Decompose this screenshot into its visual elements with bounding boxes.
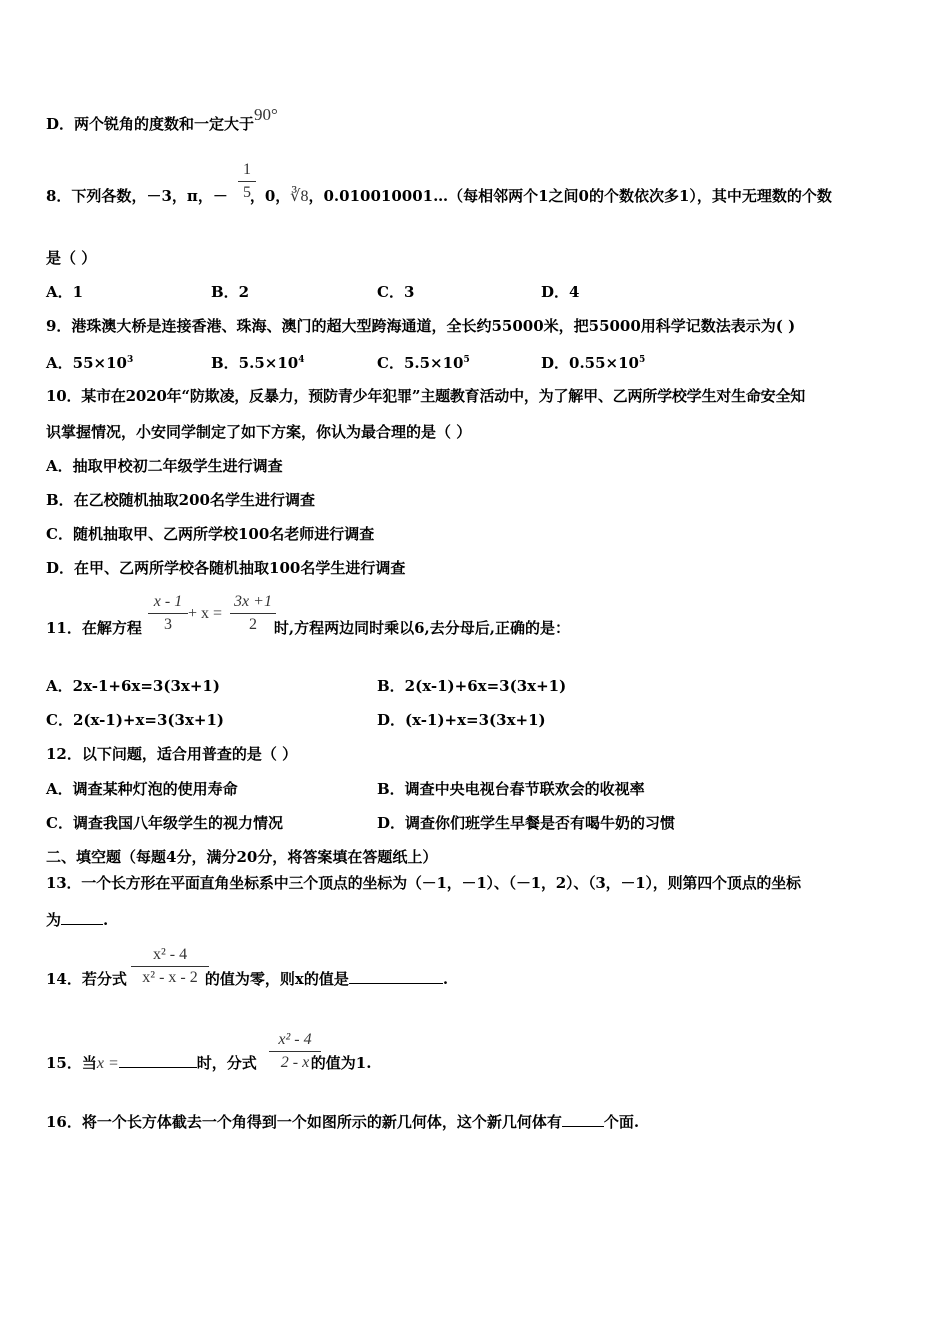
q11-prefix: 11．在解方程 [46, 619, 142, 637]
q15-bar [269, 1051, 321, 1052]
q12-stem: 12．以下问题，适合用普查的是（ ） [46, 745, 298, 763]
q10-option-b: B．在乙校随机抽取200名学生进行调查 [46, 491, 315, 509]
q11-f2-den: 2 [249, 616, 257, 633]
q11-fraction-2 [230, 592, 276, 635]
q11-f1-num: x - 1 [153, 593, 183, 610]
q9-option-d [541, 350, 645, 373]
q12-option-a: A．调查某种灯泡的使用寿命 [46, 780, 238, 798]
q8-frac-den: 5 [243, 184, 251, 201]
q9-a-exp: 3 [126, 355, 134, 365]
q13-suffix: . [103, 911, 109, 929]
q14-answer-blank [349, 969, 443, 984]
q14-suffix: 的值为零，则x的值是 [204, 970, 349, 988]
q11-option-d: D．(x-1)+x=3(3x+1) [377, 711, 546, 729]
q9-b-base: B．5.5×10 [211, 354, 299, 372]
q8-fraction [238, 160, 256, 203]
q9-a-base: A．55×10 [46, 354, 127, 372]
q11-f1-den: 3 [164, 616, 172, 633]
q15-den: 2 - x [280, 1054, 310, 1071]
q15-var: x = [96, 1055, 119, 1072]
q15-suffix: 的值为1. [310, 1054, 372, 1072]
q15-line [46, 1053, 371, 1074]
q12-option-d: D．调查你们班学生早餐是否有喝牛奶的习惯 [377, 814, 676, 832]
q11-option-b: B．2(x-1)+6x=3(3x+1) [377, 677, 567, 695]
q14-num: x² - 4 [152, 946, 188, 963]
q13-answer-blank [61, 910, 103, 925]
q11-option-c: C．2(x-1)+x=3(3x+1) [46, 711, 225, 729]
q10-line2: 识掌握情况，小安同学制定了如下方案，你认为最合理的是（ ） [46, 423, 472, 441]
q11-f1-bar [148, 613, 188, 614]
q15-mid: 时，分式 [196, 1054, 257, 1072]
q12-option-c: C．调查我国八年级学生的视力情况 [46, 814, 283, 832]
q15-answer-blank [119, 1053, 197, 1068]
q9-b-exp: 4 [298, 355, 305, 365]
q13-prefix: 为 [46, 911, 62, 929]
q9-option-a [46, 350, 133, 373]
q7-option-d [46, 105, 278, 134]
q9-d-exp: 5 [638, 355, 646, 365]
q10-line1: 10．某市在2020年“防欺凌，反暴力，预防青少年犯罪”主题教育活动中，为了解甲、乙两所学校学生对生命安全知 [46, 387, 806, 405]
q16-prefix: 16．将一个长方体截去一个角得到一个如图所示的新几何体，这个新几何体有 [46, 1113, 562, 1131]
q9-c-base: C．5.5×10 [377, 354, 464, 372]
q13-line2 [46, 910, 108, 930]
q11-suffix: 时,方程两边同时乘以6,去分母后,正确的是： [273, 619, 570, 637]
q9-c-exp: 5 [463, 355, 470, 365]
q15-fraction [269, 1030, 321, 1073]
q8-prefix: 8．下列各数，－3，π，－ [46, 187, 228, 205]
q9-option-c [377, 350, 470, 373]
q8-suffix: ，0.010010001…（每相邻两个1之间0的个数依次多1），其中无理数的个数 [308, 187, 832, 205]
q8-option-c: C．3 [377, 283, 415, 301]
q8-option-a: A．1 [46, 283, 84, 301]
q8-option-d: D．4 [541, 283, 580, 301]
q9-d-base: D．0.55×10 [541, 354, 639, 372]
q9-option-b [211, 350, 304, 373]
q14-fraction [131, 945, 209, 988]
q16-line [46, 1112, 639, 1132]
q11-option-a: A．2x-1+6x=3(3x+1) [46, 677, 220, 695]
q15-num: x² - 4 [278, 1031, 312, 1048]
q8-frac-num: 1 [243, 161, 251, 178]
q14-bar [131, 966, 209, 967]
q16-answer-blank [562, 1112, 604, 1127]
q14-prefix: 14．若分式 [46, 970, 127, 988]
q8-line2: 是（ ） [46, 249, 97, 267]
q11-f2-num: 3x +1 [234, 593, 272, 610]
q8-root: ∛8 [290, 188, 309, 205]
q7d-text: D．两个锐角的度数和一定大于 [46, 115, 255, 133]
q8-option-b: B．2 [211, 283, 250, 301]
q8-mid: ，0， [249, 187, 291, 205]
q14-end: . [442, 970, 449, 988]
q16-suffix: 个面. [603, 1113, 640, 1131]
q12-option-b: B．调查中央电视台春节联欢会的收视率 [377, 780, 645, 798]
q11-fraction-1 [148, 592, 188, 635]
q10-option-a: A．抽取甲校初二年级学生进行调查 [46, 457, 283, 475]
q13-line1: 13．一个长方形在平面直角坐标系中三个顶点的坐标为（－1，－1）、（－1，2）、（3，－1），则第四个顶点的坐标 [46, 874, 801, 892]
q7d-math: 90° [254, 105, 278, 124]
q15-prefix: 15．当 [46, 1054, 97, 1072]
q11-plus: + x = [188, 605, 223, 622]
q11-f2-bar [230, 613, 276, 614]
q14-line [46, 969, 448, 989]
q9-stem: 9．港珠澳大桥是连接香港、珠海、澳门的超大型跨海通道，全长约55000米，把55000用科学记数法表示为( ) [46, 317, 796, 335]
q10-option-d: D．在甲、乙两所学校各随机抽取100名学生进行调查 [46, 559, 406, 577]
q11-line [46, 618, 570, 638]
q14-den: x² - x - 2 [142, 969, 198, 986]
q8-frac-bar [238, 181, 256, 182]
section-heading: 二、填空题（每题4分，满分20分，将答案填在答题纸上） [46, 848, 438, 866]
q10-option-c: C．随机抽取甲、乙两所学校100名老师进行调查 [46, 525, 375, 543]
q8-line1 [46, 186, 832, 207]
